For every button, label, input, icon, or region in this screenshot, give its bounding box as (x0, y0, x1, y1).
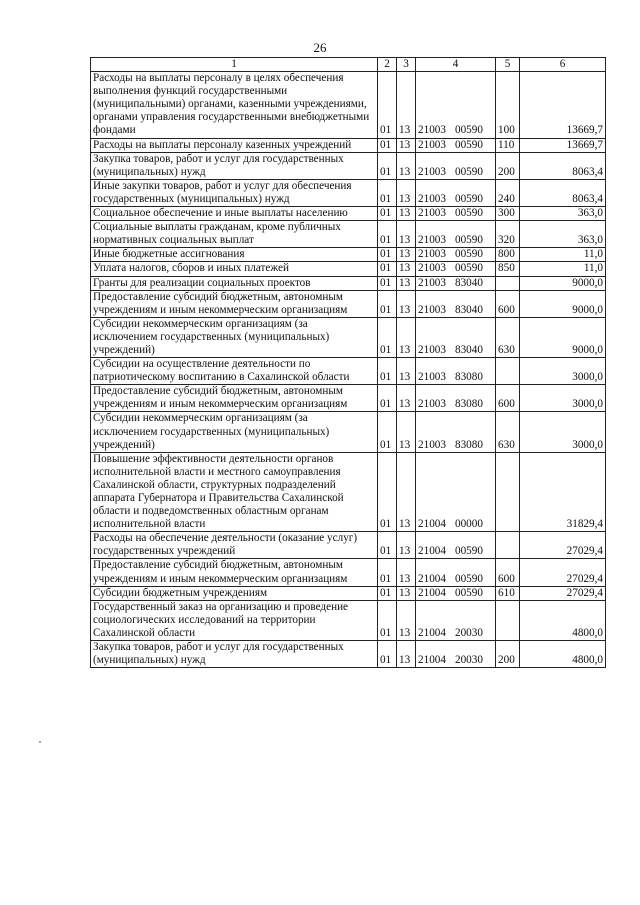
row-amount: 11,0 (520, 262, 606, 276)
row-subsection: 13 (397, 358, 416, 385)
table-row (91, 358, 606, 385)
row-target-program: 21003 (418, 234, 446, 247)
row-target-direction: 83080 (454, 438, 483, 451)
row-amount: 9000,0 (520, 290, 606, 317)
row-subsection: 13 (397, 600, 416, 640)
row-target-article (416, 412, 496, 452)
row-target-direction: 83040 (454, 276, 483, 289)
row-name: Предоставление субсидий бюджетным, автономным учреждениям и иным некоммерческим организациям (91, 559, 378, 586)
table-row (91, 532, 606, 559)
row-target-program: 21003 (418, 398, 446, 411)
row-expense-type: 600 (496, 559, 520, 586)
row-target-article (416, 559, 496, 586)
row-target-article (416, 532, 496, 559)
header-col-4: 4 (416, 58, 496, 72)
row-expense-type: 630 (496, 317, 520, 357)
row-name: Субсидии бюджетным учреждениям (91, 586, 378, 600)
row-target-direction: 83080 (454, 398, 483, 411)
row-amount: 3000,0 (520, 385, 606, 412)
row-expense-type: 850 (496, 262, 520, 276)
row-target-program: 21004 (418, 545, 446, 558)
row-expense-type: 610 (496, 586, 520, 600)
table-row (91, 317, 606, 357)
header-col-3: 3 (397, 58, 416, 72)
row-target-program: 21003 (418, 207, 446, 220)
row-section: 01 (378, 586, 397, 600)
row-subsection: 13 (397, 207, 416, 221)
budget-table (90, 57, 606, 668)
row-subsection: 13 (397, 290, 416, 317)
row-section: 01 (378, 262, 397, 276)
row-target-program: 21004 (418, 626, 446, 639)
row-section: 01 (378, 532, 397, 559)
row-subsection: 13 (397, 385, 416, 412)
table-row (91, 452, 606, 532)
row-subsection: 13 (397, 317, 416, 357)
row-section: 01 (378, 290, 397, 317)
row-name: Социальные выплаты гражданам, кроме публичных нормативных социальных выплат (91, 221, 378, 248)
row-target-article (416, 290, 496, 317)
row-section: 01 (378, 452, 397, 532)
header-col-2: 2 (378, 58, 397, 72)
row-amount: 8063,4 (520, 152, 606, 179)
row-section: 01 (378, 72, 397, 138)
row-target-program: 21003 (418, 124, 446, 137)
row-amount: 3000,0 (520, 412, 606, 452)
row-expense-type: 630 (496, 412, 520, 452)
row-name: Закупка товаров, работ и услуг для государственных (муниципальных) нужд (91, 152, 378, 179)
row-target-article (416, 641, 496, 668)
table-row (91, 276, 606, 290)
row-name: Субсидии некоммерческим организациям (за исключением государственных (муниципальных) учреждений) (91, 412, 378, 452)
row-subsection: 13 (397, 152, 416, 179)
header-col-1: 1 (91, 58, 378, 72)
row-target-article (416, 248, 496, 262)
row-target-program: 21003 (418, 138, 446, 151)
row-name: Расходы на выплаты персоналу в целях обеспечения выполнения функций государственными (муниципальными) органами, казенными учреждениями, органами управления государственными внебюджетными фондами (91, 72, 378, 138)
row-target-direction: 00590 (454, 586, 483, 599)
row-target-direction: 00590 (454, 262, 483, 275)
row-target-direction: 00590 (454, 165, 483, 178)
row-target-direction: 00590 (454, 234, 483, 247)
row-expense-type: 600 (496, 290, 520, 317)
row-target-direction: 00590 (454, 545, 483, 558)
row-amount: 13669,7 (520, 72, 606, 138)
row-subsection: 13 (397, 641, 416, 668)
row-expense-type (496, 600, 520, 640)
row-section: 01 (378, 600, 397, 640)
row-name: Социальное обеспечение и иные выплаты населению (91, 207, 378, 221)
header-col-5: 5 (496, 58, 520, 72)
row-amount: 8063,4 (520, 179, 606, 206)
row-expense-type: 200 (496, 152, 520, 179)
row-target-article (416, 221, 496, 248)
row-name: Расходы на выплаты персоналу казенных учреждений (91, 138, 378, 152)
row-expense-type (496, 276, 520, 290)
row-section: 01 (378, 412, 397, 452)
row-expense-type: 300 (496, 207, 520, 221)
row-subsection: 13 (397, 72, 416, 138)
row-amount: 9000,0 (520, 317, 606, 357)
table-body (91, 72, 606, 668)
row-section: 01 (378, 358, 397, 385)
row-section: 01 (378, 179, 397, 206)
row-section: 01 (378, 221, 397, 248)
row-target-article (416, 152, 496, 179)
row-target-article (416, 138, 496, 152)
table-row (91, 179, 606, 206)
row-name: Государственный заказ на организацию и проведение социологических исследований на территории Сахалинской области (91, 600, 378, 640)
row-target-program: 21003 (418, 248, 446, 261)
table-row (91, 72, 606, 138)
row-name: Иные закупки товаров, работ и услуг для обеспечения государственных (муниципальных) нужд (91, 179, 378, 206)
table-row (91, 221, 606, 248)
row-section: 01 (378, 248, 397, 262)
row-name: Повышение эффективности деятельности органов исполнительной власти и местного самоуправления Сахалинской области, структурных подразделений аппарата Губернатора и Правительства Сахалинской области и подведомственных областным органам исполнительной власти (91, 452, 378, 532)
row-section: 01 (378, 276, 397, 290)
row-subsection: 13 (397, 586, 416, 600)
row-target-article (416, 262, 496, 276)
row-amount: 3000,0 (520, 358, 606, 385)
row-amount: 9000,0 (520, 276, 606, 290)
table-row (91, 412, 606, 452)
row-section: 01 (378, 641, 397, 668)
row-expense-type: 110 (496, 138, 520, 152)
row-amount: 31829,4 (520, 452, 606, 532)
row-amount: 11,0 (520, 248, 606, 262)
row-expense-type: 100 (496, 72, 520, 138)
row-target-program: 21003 (418, 192, 446, 205)
row-subsection: 13 (397, 559, 416, 586)
row-target-direction: 00590 (454, 572, 483, 585)
row-expense-type: 800 (496, 248, 520, 262)
row-target-direction: 00590 (454, 248, 483, 261)
row-amount: 363,0 (520, 221, 606, 248)
row-target-direction: 00590 (454, 192, 483, 205)
row-target-direction: 83080 (454, 371, 483, 384)
row-target-direction: 83040 (454, 303, 483, 316)
row-amount: 27029,4 (520, 532, 606, 559)
row-section: 01 (378, 152, 397, 179)
row-target-direction: 00590 (454, 138, 483, 151)
row-target-direction: 00590 (454, 207, 483, 220)
row-name: Предоставление субсидий бюджетным, автономным учреждениям и иным некоммерческим организациям (91, 290, 378, 317)
row-target-article (416, 179, 496, 206)
row-name: Субсидии на осуществление деятельности по патриотическому воспитанию в Сахалинской области (91, 358, 378, 385)
row-target-program: 21003 (418, 371, 446, 384)
row-name: Расходы на обеспечение деятельности (оказание услуг) государственных учреждений (91, 532, 378, 559)
row-subsection: 13 (397, 262, 416, 276)
row-amount: 363,0 (520, 207, 606, 221)
row-expense-type: 200 (496, 641, 520, 668)
row-target-article (416, 317, 496, 357)
table-row (91, 138, 606, 152)
row-target-direction: 00000 (454, 518, 483, 531)
row-target-article (416, 586, 496, 600)
row-target-program: 21004 (418, 518, 446, 531)
row-target-program: 21003 (418, 343, 446, 356)
row-name: Закупка товаров, работ и услуг для государственных (муниципальных) нужд (91, 641, 378, 668)
row-target-article (416, 276, 496, 290)
row-subsection: 13 (397, 221, 416, 248)
table-row (91, 641, 606, 668)
row-target-program: 21004 (418, 572, 446, 585)
row-amount: 27029,4 (520, 586, 606, 600)
row-expense-type (496, 358, 520, 385)
row-name: Иные бюджетные ассигнования (91, 248, 378, 262)
row-target-article (416, 72, 496, 138)
row-subsection: 13 (397, 412, 416, 452)
row-subsection: 13 (397, 532, 416, 559)
table-row (91, 559, 606, 586)
table-row (91, 385, 606, 412)
table-row (91, 152, 606, 179)
page-number: 26 (313, 40, 327, 55)
table-row (91, 586, 606, 600)
row-amount: 13669,7 (520, 138, 606, 152)
row-target-direction: 00590 (454, 124, 483, 137)
row-expense-type: 240 (496, 179, 520, 206)
row-amount: 4800,0 (520, 600, 606, 640)
row-amount: 4800,0 (520, 641, 606, 668)
row-target-article (416, 358, 496, 385)
row-target-program: 21003 (418, 165, 446, 178)
row-section: 01 (378, 385, 397, 412)
row-expense-type: 320 (496, 221, 520, 248)
row-target-direction: 20030 (454, 654, 483, 667)
header-col-6: 6 (520, 58, 606, 72)
row-target-direction: 20030 (454, 626, 483, 639)
table-row (91, 207, 606, 221)
row-target-program: 21004 (418, 654, 446, 667)
row-expense-type (496, 532, 520, 559)
table-row (91, 262, 606, 276)
row-target-program: 21004 (418, 586, 446, 599)
row-name: Субсидии некоммерческим организациям (за исключением государственных (муниципальных) учреждений) (91, 317, 378, 357)
table-row (91, 290, 606, 317)
row-subsection: 13 (397, 276, 416, 290)
table-row (91, 600, 606, 640)
row-amount: 27029,4 (520, 559, 606, 586)
row-section: 01 (378, 207, 397, 221)
table-row (91, 248, 606, 262)
header-row (91, 58, 606, 72)
row-target-direction: 83040 (454, 343, 483, 356)
row-expense-type (496, 452, 520, 532)
row-subsection: 13 (397, 452, 416, 532)
row-target-article (416, 385, 496, 412)
row-name: Уплата налогов, сборов и иных платежей (91, 262, 378, 276)
row-section: 01 (378, 317, 397, 357)
row-subsection: 13 (397, 138, 416, 152)
row-name: Гранты для реализации социальных проектов (91, 276, 378, 290)
row-target-program: 21003 (418, 303, 446, 316)
row-section: 01 (378, 138, 397, 152)
row-target-article (416, 600, 496, 640)
row-target-article (416, 207, 496, 221)
row-name: Предоставление субсидий бюджетным, автономным учреждениям и иным некоммерческим организациям (91, 385, 378, 412)
row-target-program: 21003 (418, 276, 446, 289)
row-subsection: 13 (397, 179, 416, 206)
margin-mark (39, 741, 41, 743)
row-subsection: 13 (397, 248, 416, 262)
row-target-program: 21003 (418, 438, 446, 451)
row-expense-type: 600 (496, 385, 520, 412)
row-target-article (416, 452, 496, 532)
row-section: 01 (378, 559, 397, 586)
row-target-program: 21003 (418, 262, 446, 275)
